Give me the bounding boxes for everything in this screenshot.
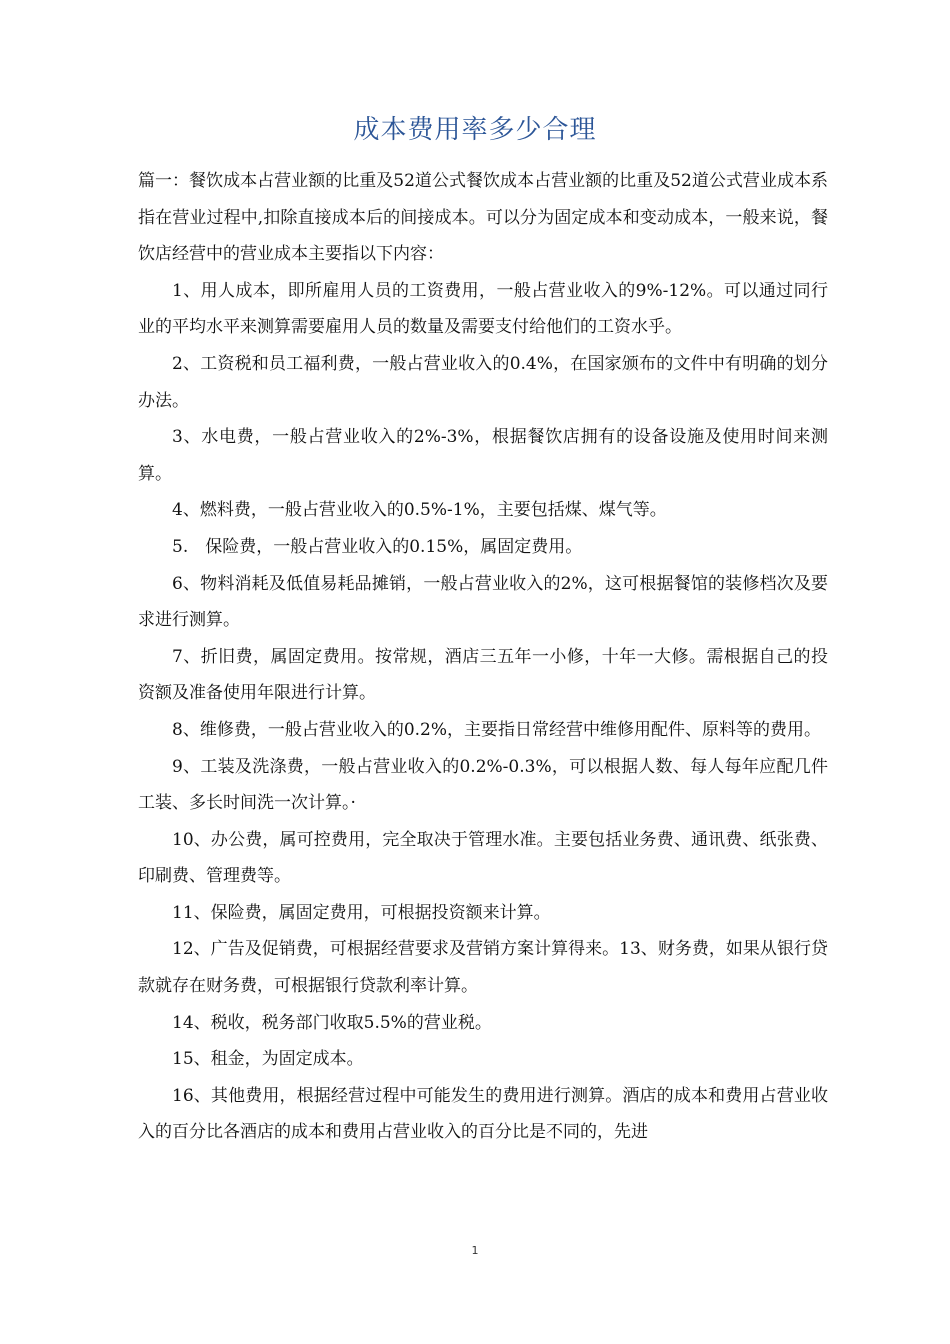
paragraph-15: 15、租金，为固定成本。: [172, 1049, 364, 1070]
paragraph-7: 7、折旧费，属固定费用。按常规，酒店三五年一小修，十年一大修。需根据自己的投资额及准备使用年限进行计算。: [138, 646, 828, 704]
paragraph-4: 4、燃料费，一般占营业收入的0.5%-1%，主要包括煤、煤气等。: [172, 500, 667, 521]
paragraph-16: 16、其他费用，根据经营过程中可能发生的费用进行测算。酒店的成本和费用占营业收入的百分比各酒店的成本和费用占营业收入的百分比是不同的，先进: [138, 1085, 828, 1143]
page-title: 成本费用率多少合理: [353, 115, 597, 145]
paragraph-12: 12、广告及促销费，可根据经营要求及营销方案计算得来。13、财务费，如果从银行贷款就存在财务费，可根据银行贷款利率计算。: [138, 939, 828, 997]
paragraph-14: 14、税收，税务部门收取5.5%的营业税。: [172, 1012, 492, 1033]
paragraph-1: 1、用人成本，即所雇用人员的工资费用，一般占营业收入的9%-12%。可以通过同行业的平均水平来测算需要雇用人员的数量及需要支付给他们的工资水乎。: [138, 280, 828, 338]
paragraph-5: 5. 保险费，一般占营业收入的0.15%，属固定费用。: [172, 536, 583, 557]
document-body: [138, 163, 828, 1151]
page-number: 1: [471, 1244, 479, 1257]
paragraph-3: 3、水电费，一般占营业收入的2%-3%，根据餐饮店拥有的设备设施及使用时间来测算。: [138, 427, 828, 484]
paragraph-9: 9、工装及洗涤费，一般占营业收入的0.2%-0.3%，可以根据人数、每人每年应配几件工装、多长时间洗一次计算。·: [138, 756, 828, 814]
paragraph-6: 6、物料消耗及低值易耗品摊销，一般占营业收入的2%，这可根据餐馆的装修档次及要求进行测算。: [138, 573, 828, 631]
paragraph-2: 2、工资税和员工福利费，一般占营业收入的0.4%，在国家颁布的文件中有明确的划分办法。: [138, 353, 828, 411]
paragraph-11: 11、保险费，属固定费用，可根据投资额来计算。: [172, 902, 551, 923]
paragraph-10: 10、办公费，属可控费用，完全取决于管理水准。主要包括业务费、通讯费、纸张费、印刷费、管理费等。: [138, 829, 828, 887]
intro-paragraph: 篇一：餐饮成本占营业额的比重及52道公式餐饮成本占营业额的比重及52道公式营业成本系指在营业过程中,扣除直接成本后的间接成本。可以分为固定成本和变动成本，一般来说，餐饮店经营中的营业成本主要指以下内容：: [138, 171, 828, 265]
paragraph-8: 8、维修费，一般占营业收入的0.2%，主要指日常经营中维修用配件、原料等的费用。: [172, 719, 822, 740]
